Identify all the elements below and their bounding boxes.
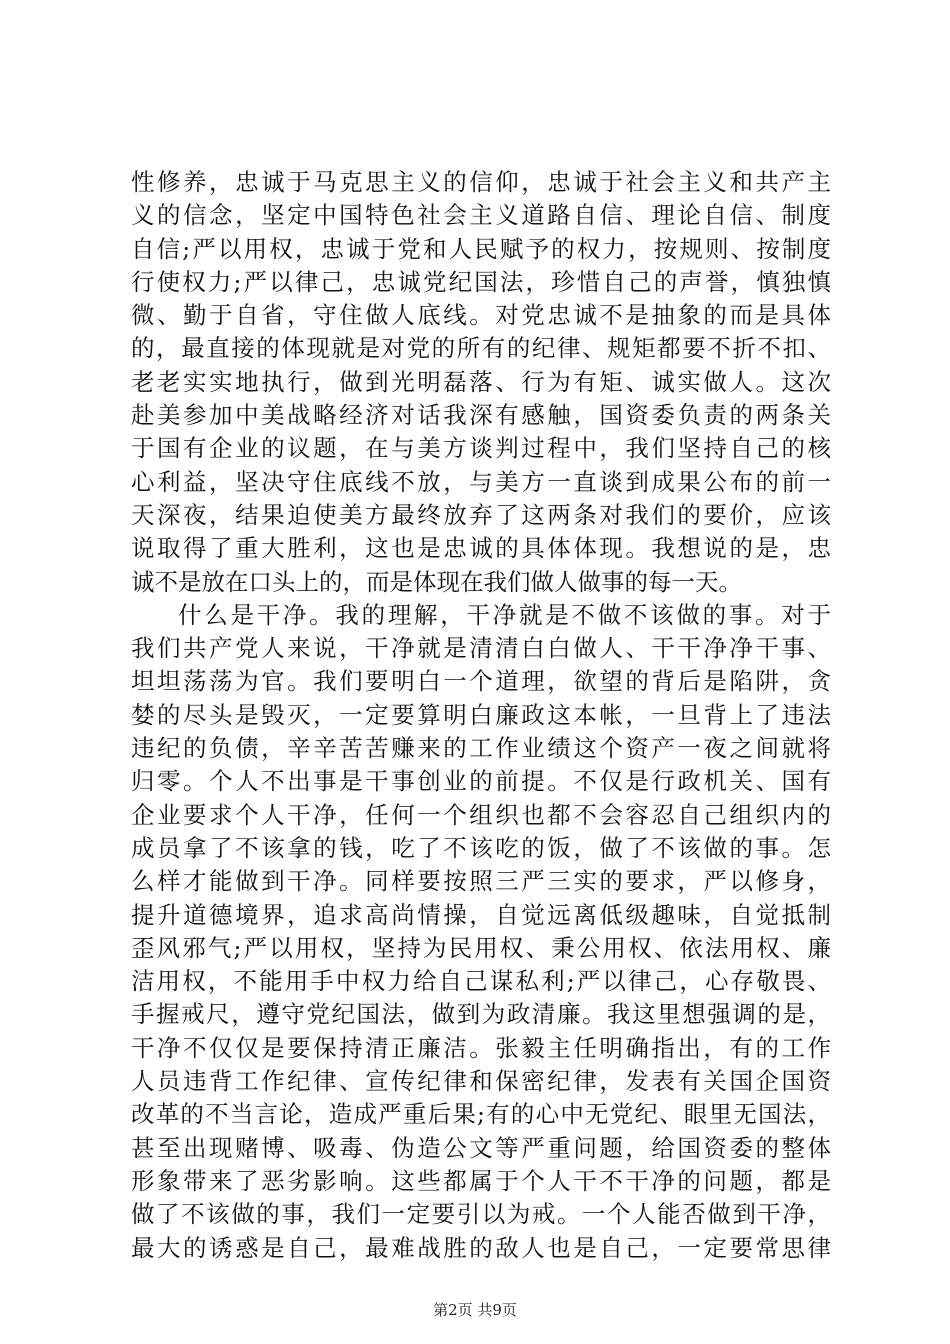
text-line: 义的信念，坚定中国特色社会主义道路自信、理论自信、制度 (131, 201, 831, 230)
text-line-paragraph-start: 什么是干净。我的理解，干净就是不做不该做的事。对于 (178, 600, 831, 629)
text-line: 形象带来了恶劣影响。这些都属于个人干不干净的问题，都是 (131, 1166, 831, 1195)
text-line: 干净不仅仅是要保持清正廉洁。张毅主任明确指出，有的工作 (131, 1033, 831, 1062)
text-line: 甚至出现赌博、吸毒、伪造公文等严重问题，给国资委的整体 (131, 1133, 831, 1162)
text-line: 坦坦荡荡为官。我们要明白一个道理，欲望的背后是陷阱，贪 (131, 667, 831, 696)
text-line: 天深夜，结果迫使美方最终放弃了这两条对我们的要价，应该 (131, 500, 831, 529)
text-line: 微、勤于自省，守住做人底线。对党忠诚不是抽象的而是具体 (131, 301, 831, 330)
text-line: 企业要求个人干净，任何一个组织也都不会容忍自己组织内的 (131, 800, 831, 829)
page-number-footer: 第2页 共9页 (433, 1301, 517, 1319)
text-line: 手握戒尺，遵守党纪国法，做到为政清廉。我这里想强调的是， (131, 1000, 831, 1029)
text-line: 行使权力;严以律己，忠诚党纪国法，珍惜自己的声誉，慎独慎 (131, 267, 831, 296)
text-line: 最大的诱惑是自己，最难战胜的敌人也是自己，一定要常思律 (131, 1233, 831, 1262)
text-line: 改革的不当言论，造成严重后果;有的心中无党纪、眼里无国法， (131, 1100, 831, 1129)
text-line: 我们共产党人来说，干净就是清清白白做人、干干净净干事、 (131, 634, 831, 663)
text-line: 歪风邪气;严以用权，坚持为民用权、秉公用权、依法用权、廉 (131, 933, 831, 962)
text-line: 提升道德境界，追求高尚情操，自觉远离低级趣味，自觉抵制 (131, 900, 831, 929)
text-line: 人员违背工作纪律、宣传纪律和保密纪律，发表有关国企国资 (131, 1067, 831, 1096)
text-line: 的，最直接的体现就是对党的所有的纪律、规矩都要不折不扣、 (131, 334, 831, 363)
body-text (131, 166, 831, 1265)
text-line: 成员拿了不该拿的钱，吃了不该吃的饭，做了不该做的事。怎 (131, 833, 831, 862)
text-line: 于国有企业的议题，在与美方谈判过程中，我们坚持自己的核 (131, 434, 831, 463)
text-line: 做了不该做的事，我们一定要引以为戒。一个人能否做到干净， (131, 1200, 831, 1229)
text-line: 自信;严以用权，忠诚于党和人民赋予的权力，按规则、按制度 (131, 234, 831, 263)
text-line: 违纪的负债，辛辛苦苦赚来的工作业绩这个资产一夜之间就将 (131, 734, 831, 763)
text-line: 婪的尽头是毁灭，一定要算明白廉政这本帐，一旦背上了违法 (131, 700, 831, 729)
text-line: 性修养，忠诚于马克思主义的信仰，忠诚于社会主义和共产主 (131, 168, 831, 196)
text-line: 归零。个人不出事是干事创业的前提。不仅是行政机关、国有 (131, 767, 831, 796)
text-line: 诚不是放在口头上的，而是体现在我们做人做事的每一天。 (131, 567, 742, 596)
text-line: 洁用权，不能用手中权力给自己谋私利;严以律己，心存敬畏、 (131, 967, 831, 996)
text-line: 赴美参加中美战略经济对话我深有感触，国资委负责的两条关 (131, 401, 831, 430)
text-line: 老老实实地执行，做到光明磊落、行为有矩、诚实做人。这次 (131, 367, 831, 396)
text-line: 么样才能做到干净。同样要按照三严三实的要求，严以修身， (131, 867, 831, 896)
text-line: 心利益，坚决守住底线不放，与美方一直谈到成果公布的前一 (131, 467, 831, 496)
text-line: 说取得了重大胜利，这也是忠诚的具体体现。我想说的是，忠 (131, 534, 831, 563)
